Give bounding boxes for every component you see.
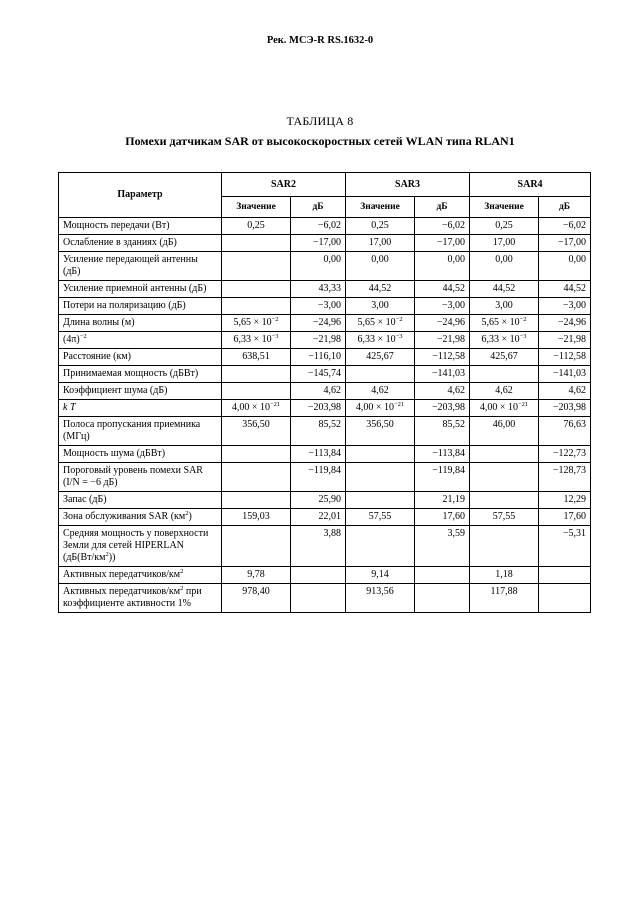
subheader-db: дБ	[539, 197, 591, 218]
value-cell	[470, 567, 539, 584]
cell-text: 978,40	[242, 586, 270, 597]
db-cell	[539, 315, 591, 332]
value-cell	[346, 417, 415, 446]
db-cell	[291, 298, 346, 315]
cell-exponent: −2	[519, 316, 527, 323]
table-row	[59, 400, 591, 417]
db-cell	[291, 567, 346, 584]
cell-text: 17,00	[492, 237, 516, 248]
table-row	[59, 492, 591, 509]
table-row	[59, 315, 591, 332]
cell-text: −116,10	[308, 351, 342, 362]
cell-exponent: −3	[271, 333, 279, 340]
db-cell	[415, 400, 470, 417]
cell-text: 356,50	[242, 419, 270, 430]
value-cell	[222, 366, 291, 383]
cell-text: −17,00	[436, 237, 466, 248]
table-row	[59, 463, 591, 492]
param-label: Принимаемая мощность (дБВт)	[63, 368, 199, 379]
cell-text: 5,65 × 10	[481, 317, 520, 328]
db-cell	[415, 584, 470, 613]
table-row	[59, 349, 591, 366]
group-header-sar3: SAR3	[346, 173, 470, 197]
cell-text: 76,63	[563, 419, 587, 430]
subheader-db: дБ	[291, 197, 346, 218]
db-cell	[291, 366, 346, 383]
db-cell	[539, 463, 591, 492]
db-cell	[415, 366, 470, 383]
db-cell	[291, 315, 346, 332]
value-cell	[222, 446, 291, 463]
db-cell	[415, 281, 470, 298]
cell-text: 17,00	[368, 237, 392, 248]
param-label: k T	[63, 402, 76, 413]
cell-text: 425,67	[490, 351, 518, 362]
param-cell	[59, 281, 222, 298]
db-cell	[539, 281, 591, 298]
param-label-tail: при коэффициенте активности 1%	[63, 586, 202, 609]
cell-text: 44,52	[492, 283, 516, 294]
param-label: Полоса пропускания приемника (МГц)	[63, 419, 201, 442]
value-cell	[470, 509, 539, 526]
param-cell	[59, 526, 222, 567]
value-cell	[222, 235, 291, 252]
db-cell	[539, 446, 591, 463]
cell-text: 3,88	[323, 528, 342, 539]
table-row	[59, 252, 591, 281]
cell-text: −24,96	[436, 317, 466, 328]
param-cell	[59, 463, 222, 492]
cell-text: −112,58	[432, 351, 466, 362]
cell-text: 5,65 × 10	[233, 317, 272, 328]
value-cell	[470, 252, 539, 281]
cell-text: −119,84	[432, 465, 466, 476]
value-cell	[470, 446, 539, 463]
table-row	[59, 332, 591, 349]
value-cell	[470, 383, 539, 400]
param-label: Усиление приемной антенны (дБ)	[63, 283, 207, 294]
cell-text: −21,98	[557, 334, 587, 345]
param-cell	[59, 218, 222, 235]
param-superscript: 2	[180, 585, 184, 592]
cell-text: 17,60	[442, 511, 466, 522]
table-row	[59, 526, 591, 567]
value-cell	[470, 417, 539, 446]
db-cell	[539, 567, 591, 584]
param-cell	[59, 252, 222, 281]
cell-text: −203,98	[431, 402, 466, 413]
value-cell	[222, 492, 291, 509]
value-cell	[470, 366, 539, 383]
cell-text: 159,03	[242, 511, 270, 522]
cell-exponent: −21	[394, 401, 405, 408]
value-cell	[222, 509, 291, 526]
cell-text: 4,62	[371, 385, 389, 396]
table-body	[59, 218, 591, 613]
cell-text: 9,14	[371, 569, 389, 580]
db-cell	[291, 417, 346, 446]
cell-text: 46,00	[492, 419, 516, 430]
param-label-tail: ))	[108, 552, 116, 563]
param-label: Запас (дБ)	[63, 494, 107, 505]
db-cell	[415, 526, 470, 567]
db-cell	[415, 218, 470, 235]
db-cell	[415, 315, 470, 332]
cell-text: −21,98	[312, 334, 342, 345]
value-cell	[222, 383, 291, 400]
param-label: Мощность шума (дБВт)	[63, 448, 166, 459]
cell-text: 0,00	[447, 254, 466, 265]
cell-text: −6,02	[317, 220, 342, 231]
param-label: Пороговый уровень помехи SAR (I/N = −6 дБ)	[63, 465, 203, 488]
table-row	[59, 567, 591, 584]
cell-text: 6,33 × 10	[481, 334, 520, 345]
value-cell	[222, 218, 291, 235]
value-cell	[346, 446, 415, 463]
param-cell	[59, 400, 222, 417]
db-cell	[539, 584, 591, 613]
cell-text: 4,62	[447, 385, 466, 396]
table-title: Помехи датчикам SAR от высокоскоростных сетей WLAN типа RLAN1	[125, 134, 515, 148]
value-cell	[222, 315, 291, 332]
cell-text: −17,00	[312, 237, 342, 248]
value-cell	[222, 281, 291, 298]
param-cell	[59, 584, 222, 613]
db-cell	[539, 492, 591, 509]
param-cell	[59, 567, 222, 584]
cell-text: 57,55	[368, 511, 392, 522]
cell-text: 12,29	[563, 494, 587, 505]
param-superscript: 2	[105, 551, 109, 558]
db-cell	[539, 235, 591, 252]
cell-text: 5,65 × 10	[357, 317, 396, 328]
cell-text: 0,00	[568, 254, 587, 265]
param-cell	[59, 509, 222, 526]
cell-text: 4,62	[323, 385, 342, 396]
cell-text: 6,33 × 10	[357, 334, 396, 345]
value-cell	[222, 298, 291, 315]
param-label-tail: )	[188, 511, 192, 522]
cell-exponent: −2	[271, 316, 279, 323]
value-cell	[470, 526, 539, 567]
db-cell	[415, 298, 470, 315]
db-cell	[415, 567, 470, 584]
cell-text: −5,31	[562, 528, 587, 539]
cell-text: 117,88	[490, 586, 518, 597]
param-superscript: 2	[180, 568, 184, 575]
db-cell	[291, 463, 346, 492]
param-label: (4π)	[63, 334, 80, 345]
table-row	[59, 383, 591, 400]
value-cell	[346, 235, 415, 252]
value-cell	[470, 218, 539, 235]
cell-text: 3,00	[371, 300, 389, 311]
value-cell	[222, 526, 291, 567]
cell-text: −24,96	[312, 317, 342, 328]
param-cell	[59, 332, 222, 349]
cell-text: 44,52	[442, 283, 466, 294]
value-cell	[470, 298, 539, 315]
cell-text: −203,98	[307, 402, 342, 413]
db-cell	[291, 349, 346, 366]
subheader-value: Значение	[470, 197, 539, 218]
db-cell	[415, 383, 470, 400]
value-cell	[346, 218, 415, 235]
subheader-db: дБ	[415, 197, 470, 218]
param-superscript: 2	[185, 510, 189, 517]
value-cell	[222, 252, 291, 281]
cell-text: −113,84	[308, 448, 342, 459]
param-cell	[59, 383, 222, 400]
param-label: Активных передатчиков/км	[63, 586, 181, 597]
param-cell	[59, 417, 222, 446]
db-cell	[415, 509, 470, 526]
cell-text: 85,52	[442, 419, 466, 430]
cell-text: −141,03	[431, 368, 466, 379]
value-cell	[470, 349, 539, 366]
cell-text: 425,67	[366, 351, 394, 362]
cell-text: 3,00	[495, 300, 513, 311]
cell-text: 6,33 × 10	[233, 334, 272, 345]
cell-text: −145,74	[307, 368, 342, 379]
value-cell	[346, 383, 415, 400]
value-cell	[346, 492, 415, 509]
db-cell	[539, 218, 591, 235]
table-row	[59, 366, 591, 383]
cell-text: 22,01	[318, 511, 342, 522]
cell-text: 4,00 × 10	[355, 402, 394, 413]
db-cell	[291, 252, 346, 281]
param-label: Ослабление в зданиях (дБ)	[63, 237, 177, 248]
db-cell	[291, 281, 346, 298]
db-cell	[291, 332, 346, 349]
value-cell	[222, 463, 291, 492]
cell-text: 0,25	[247, 220, 265, 231]
cell-text: 4,00 × 10	[231, 402, 270, 413]
param-label: Средняя мощность у поверхности Земли для сетей HIPERLAN (дБ(Вт/км	[63, 528, 209, 563]
value-cell	[346, 463, 415, 492]
value-cell	[470, 315, 539, 332]
db-cell	[539, 298, 591, 315]
cell-text: 85,52	[318, 419, 342, 430]
running-header: Рек. МСЭ-R RS.1632-0	[266, 35, 374, 46]
param-cell	[59, 492, 222, 509]
value-cell	[346, 366, 415, 383]
param-cell	[59, 366, 222, 383]
cell-text: 4,62	[568, 385, 587, 396]
cell-text: 57,55	[492, 511, 516, 522]
cell-text: 1,18	[495, 569, 513, 580]
value-cell	[222, 567, 291, 584]
table-row	[59, 235, 591, 252]
cell-exponent: −3	[519, 333, 527, 340]
cell-text: 356,50	[366, 419, 394, 430]
param-cell	[59, 349, 222, 366]
cell-text: 0,00	[323, 254, 342, 265]
db-cell	[415, 463, 470, 492]
db-cell	[291, 446, 346, 463]
value-cell	[346, 281, 415, 298]
value-cell	[346, 349, 415, 366]
db-cell	[291, 584, 346, 613]
param-cell	[59, 315, 222, 332]
interference-table	[58, 172, 591, 613]
param-label: Усиление передающей антенны (дБ)	[63, 254, 198, 277]
table-row	[59, 281, 591, 298]
param-label: Зона обслуживания SAR (км	[63, 511, 186, 522]
param-label: Коэффициент шума (дБ)	[63, 385, 168, 396]
value-cell	[346, 315, 415, 332]
value-cell	[222, 417, 291, 446]
value-cell	[346, 400, 415, 417]
param-label: Расстояние (км)	[63, 351, 132, 362]
db-cell	[415, 332, 470, 349]
cell-text: 0,25	[495, 220, 513, 231]
cell-text: 9,78	[247, 569, 265, 580]
db-cell	[415, 492, 470, 509]
db-cell	[415, 417, 470, 446]
cell-text: 25,90	[318, 494, 342, 505]
db-cell	[539, 509, 591, 526]
param-column-header: Параметр	[59, 173, 222, 218]
value-cell	[470, 463, 539, 492]
value-cell	[346, 252, 415, 281]
cell-text: −3,00	[317, 300, 342, 311]
cell-text: −119,84	[308, 465, 342, 476]
db-cell	[291, 509, 346, 526]
subheader-value: Значение	[346, 197, 415, 218]
cell-text: −141,03	[552, 368, 587, 379]
cell-exponent: −21	[269, 401, 281, 408]
value-cell	[346, 584, 415, 613]
value-cell	[222, 332, 291, 349]
cell-text: 913,56	[366, 586, 394, 597]
value-cell	[470, 584, 539, 613]
cell-text: −112,58	[553, 351, 587, 362]
param-superscript: −2	[79, 333, 87, 340]
db-cell	[291, 526, 346, 567]
db-cell	[415, 349, 470, 366]
db-cell	[539, 400, 591, 417]
param-cell	[59, 298, 222, 315]
cell-text: −6,02	[441, 220, 466, 231]
db-cell	[291, 218, 346, 235]
param-label: Потери на поляризацию (дБ)	[63, 300, 186, 311]
value-cell	[346, 509, 415, 526]
table-row	[59, 509, 591, 526]
db-cell	[539, 252, 591, 281]
db-cell	[539, 366, 591, 383]
value-cell	[222, 400, 291, 417]
cell-text: 43,33	[318, 283, 342, 294]
value-cell	[346, 567, 415, 584]
cell-text: −122,73	[552, 448, 587, 459]
value-cell	[346, 298, 415, 315]
db-cell	[415, 252, 470, 281]
db-cell	[539, 526, 591, 567]
cell-text: 4,62	[495, 385, 513, 396]
cell-text: 44,52	[563, 283, 587, 294]
subheader-value: Значение	[222, 197, 291, 218]
cell-text: 638,51	[242, 351, 270, 362]
cell-text: 44,52	[368, 283, 392, 294]
db-cell	[291, 492, 346, 509]
db-cell	[291, 383, 346, 400]
group-header-sar4: SAR4	[470, 173, 591, 197]
value-cell	[346, 526, 415, 567]
param-label: Мощность передачи (Вт)	[63, 220, 170, 231]
param-cell	[59, 235, 222, 252]
db-cell	[539, 417, 591, 446]
db-cell	[539, 383, 591, 400]
db-cell	[415, 235, 470, 252]
cell-text: −21,98	[436, 334, 466, 345]
cell-text: −128,73	[552, 465, 587, 476]
db-cell	[539, 349, 591, 366]
db-cell	[291, 235, 346, 252]
table-row	[59, 584, 591, 613]
cell-text: 21,19	[442, 494, 466, 505]
value-cell	[470, 332, 539, 349]
value-cell	[222, 349, 291, 366]
table-row	[59, 446, 591, 463]
param-label: Активных передатчиков/км	[63, 569, 181, 580]
cell-text: 0,00	[371, 254, 389, 265]
table-row	[59, 298, 591, 315]
cell-text: −3,00	[441, 300, 466, 311]
cell-exponent: −21	[518, 401, 529, 408]
table-label: ТАБЛИЦА 8	[286, 114, 354, 128]
db-cell	[539, 332, 591, 349]
cell-exponent: −2	[395, 316, 403, 323]
table-row	[59, 417, 591, 446]
cell-text: 3,59	[447, 528, 466, 539]
cell-text: −17,00	[557, 237, 587, 248]
value-cell	[470, 492, 539, 509]
group-header-sar2: SAR2	[222, 173, 346, 197]
db-cell	[291, 400, 346, 417]
value-cell	[470, 400, 539, 417]
cell-text: 0,00	[495, 254, 513, 265]
cell-text: −3,00	[562, 300, 587, 311]
value-cell	[470, 281, 539, 298]
cell-text: 4,00 × 10	[479, 402, 519, 413]
cell-text: −113,84	[432, 448, 466, 459]
cell-text: −6,02	[562, 220, 587, 231]
table-row	[59, 218, 591, 235]
param-cell	[59, 446, 222, 463]
db-cell	[415, 446, 470, 463]
value-cell	[470, 235, 539, 252]
cell-text: −203,98	[552, 402, 587, 413]
value-cell	[222, 584, 291, 613]
param-label: Длина волны (м)	[63, 317, 135, 328]
value-cell	[346, 332, 415, 349]
cell-exponent: −3	[395, 333, 403, 340]
cell-text: 17,60	[563, 511, 587, 522]
cell-text: 0,25	[371, 220, 389, 231]
cell-text: −24,96	[557, 317, 587, 328]
